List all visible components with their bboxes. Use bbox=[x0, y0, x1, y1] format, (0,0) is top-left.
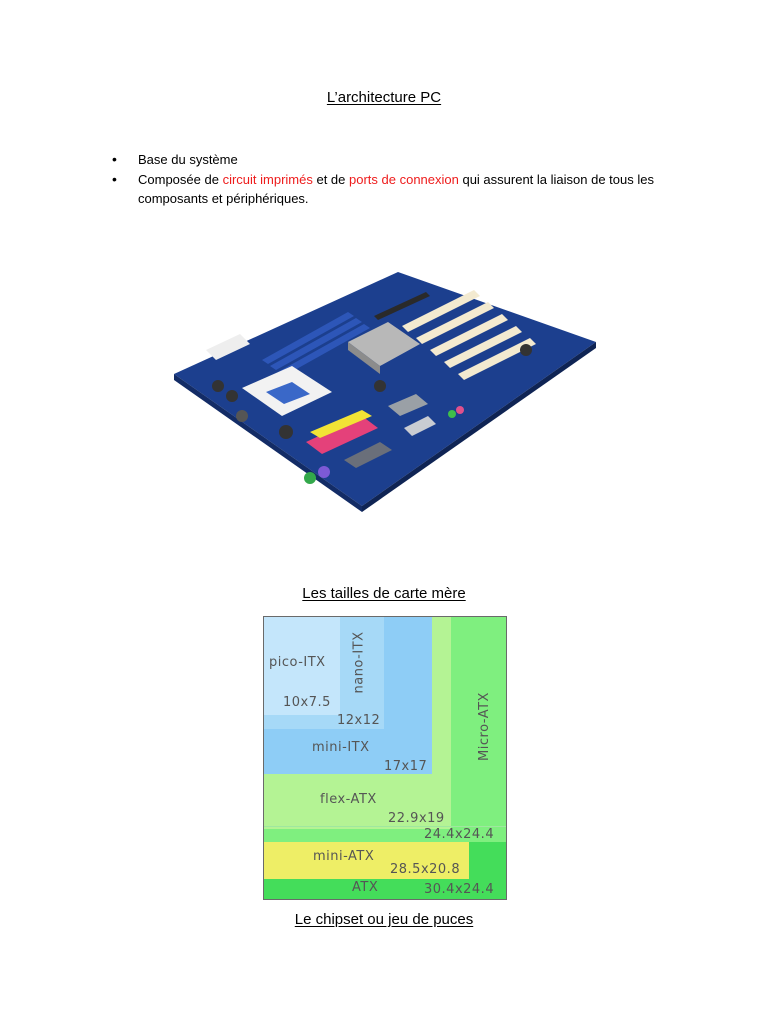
mini-atx-size: 28.5x20.8 bbox=[390, 862, 461, 877]
form-factor-figure bbox=[263, 616, 507, 900]
highlight-circuit: circuit imprimés bbox=[222, 171, 313, 187]
pico-itx-label: pico-ITX bbox=[269, 655, 326, 670]
atx-size: 30.4x24.4 bbox=[424, 882, 495, 897]
nano-itx-label: nano-ITX bbox=[351, 631, 367, 694]
page-title: L’architecture PC bbox=[326, 89, 442, 106]
chipset-heading: Le chipset ou jeu de puces bbox=[294, 911, 474, 928]
bullet-item-base: • Base du système bbox=[112, 150, 662, 170]
mini-itx-size: 17x17 bbox=[384, 759, 428, 774]
nano-itx-size: 12x12 bbox=[337, 713, 381, 728]
highlight-ports: ports de connexion bbox=[349, 171, 459, 187]
atx-label: ATX bbox=[352, 880, 379, 895]
flex-atx-label: flex-ATX bbox=[320, 792, 377, 807]
micro-atx-size: 24.4x24.4 bbox=[424, 827, 495, 842]
bullet-item-composition: • Composée de circuit imprimés et de ports de connexion qui assurent la liaison de tous les composants et périphériques. bbox=[112, 170, 662, 209]
mini-itx-label: mini-ITX bbox=[312, 740, 370, 755]
pico-itx-size: 10x7.5 bbox=[283, 695, 331, 710]
bullet-list bbox=[112, 150, 662, 209]
flex-atx-size: 22.9x19 bbox=[388, 811, 445, 826]
sizes-heading: Les tailles de carte mère bbox=[302, 585, 466, 602]
mini-atx-label: mini-ATX bbox=[313, 849, 375, 864]
motherboard-photo bbox=[166, 246, 600, 514]
micro-atx-label: Micro-ATX bbox=[476, 692, 492, 761]
